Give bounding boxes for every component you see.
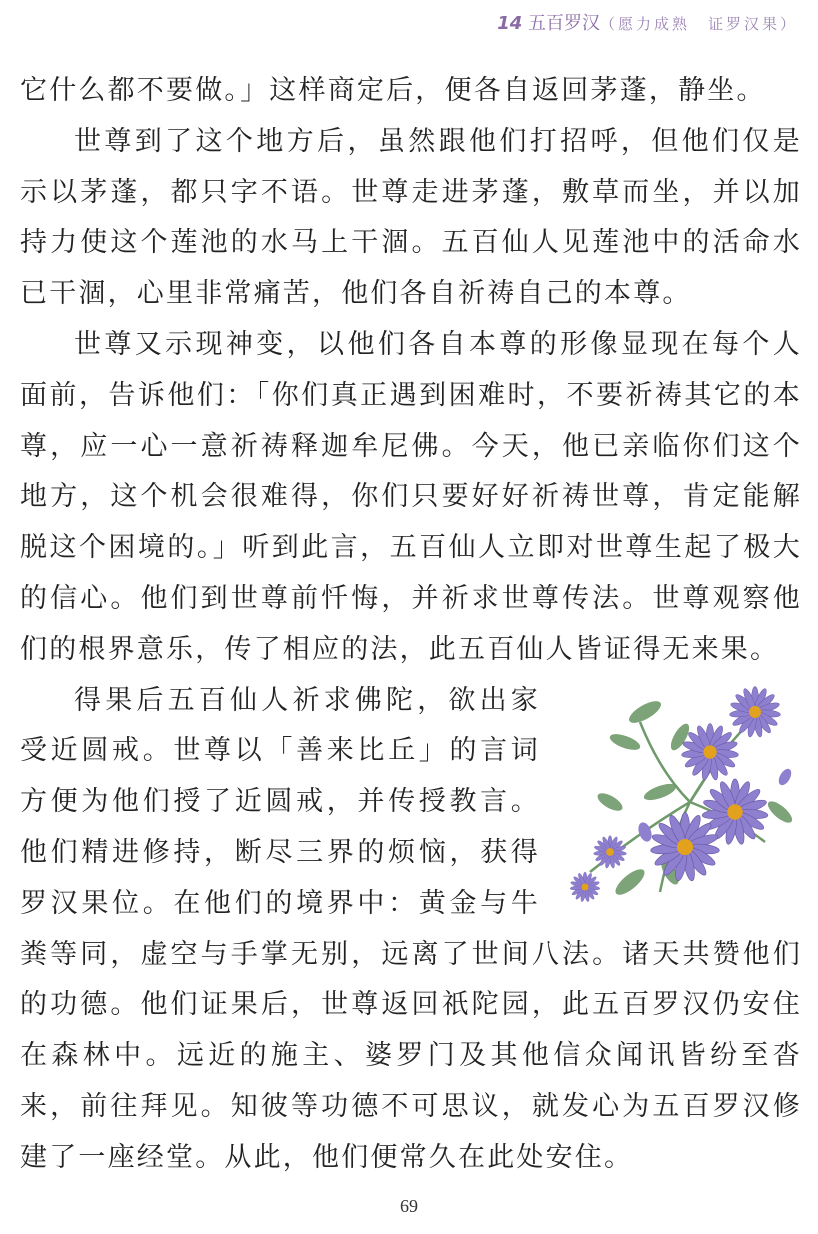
- paragraph: 得果后五百仙人祈求佛陀，欲出家受近圆戒。世尊以「善来比丘」的言词方便为他们授了近圆戒，并传授教言。他们精进修持，断尽三界的烦恼，获得罗汉果位。在他们的境界中：黄金与牛粪等同，虚空与手掌无别，远离了世间八法。诸天共赞他们的功德。他们证果后，世尊返回祇陀园，此五百罗汉仍安住在森林中。远近的施主、婆罗门及其他信众闻讯皆纷至沓来，前往拜见。知彼等功德不可思议，就发心为五百罗汉修建了一座经堂。从此，他们便常久在此处安住。: [20, 684, 802, 1173]
- aster-flowers-icon: [550, 682, 818, 922]
- page-number: 69: [400, 1196, 418, 1216]
- chapter-subtitle: （愿力成熟 证罗汉果）: [599, 15, 798, 33]
- running-header: [497, 9, 798, 35]
- chapter-title: 五百罗汉: [527, 13, 600, 34]
- paragraph: 它什么都不要做。」这样商定后，便各自返回茅蓬，静坐。: [20, 75, 766, 106]
- chapter-number: 14: [497, 13, 523, 34]
- paragraph: 世尊又示现神变，以他们各自本尊的形像显现在每个人面前，告诉他们：「你们真正遇到困难时，不要祈祷其它的本尊，应一心一意祈祷释迦牟尼佛。今天，他已亲临你们这个地方，这个机会很难得，你们只要好好祈祷世尊，肯定能解脱这个困境的。」听到此言，五百仙人立即对世尊生起了极大的信心。他们到世尊前忏悔，并祈求世尊传法。世尊观察他们的根界意乐，传了相应的法，此五百仙人皆证得无来果。: [20, 328, 802, 665]
- paragraph: 世尊到了这个地方后，虽然跟他们打招呼，但他们仅是示以茅蓬，都只字不语。世尊走进茅蓬，敷草而坐，并以加持力使这个莲池的水马上干涸。五百仙人见莲池中的活命水已干涸，心里非常痛苦，他们各自祈祷自己的本尊。: [20, 125, 802, 310]
- body-text: [20, 66, 802, 1184]
- flower-illustration: [550, 682, 818, 922]
